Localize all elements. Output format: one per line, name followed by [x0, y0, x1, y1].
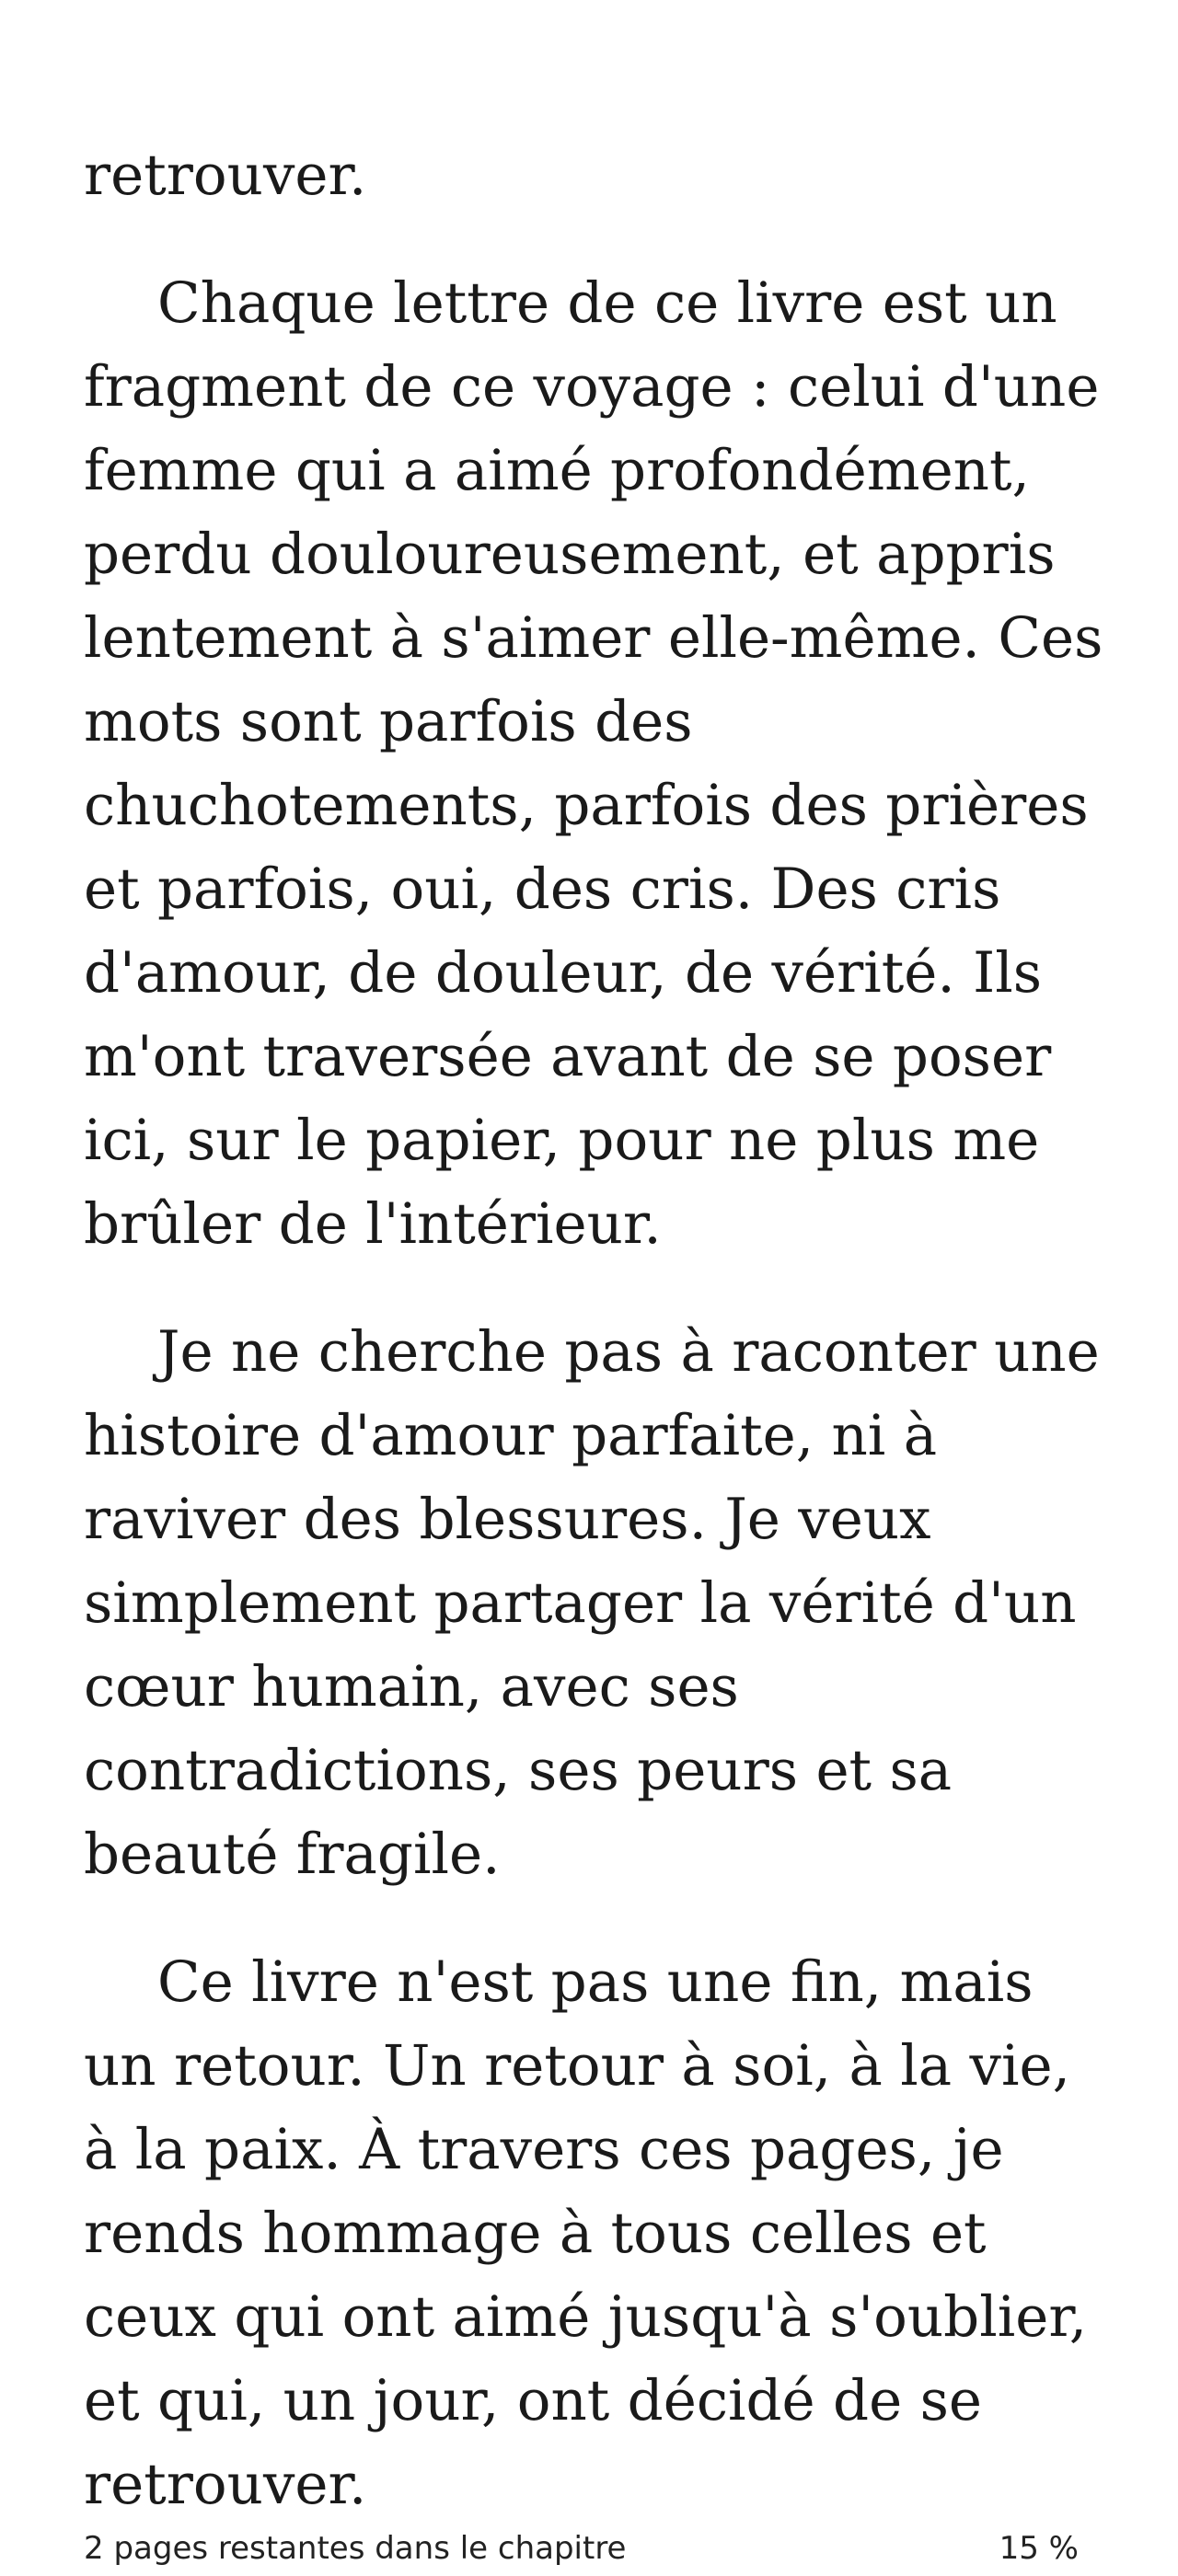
reading-progress-percent: 15 % — [999, 2530, 1079, 2567]
paragraph-continuation: retrouver. — [84, 143, 367, 208]
paragraph: Je ne cherche pas à raconter une histoire d'amour parfaite, ni à raviver des blessures. Je veux simplement partager la vérité d'un cœur humain, avec ses contradictions, ses peurs et sa beauté fragile. — [84, 1319, 1100, 1887]
reader-footer — [84, 2530, 1079, 2567]
paragraph: Ce livre n'est pas une fin, mais un retour. Un retour à soi, à la vie, à la paix. À travers ces pages, je rends hommage à tous celles et ceux qui ont aimé jusqu'à s'oublier, et qui, un jour, ont décidé de se retrouver. — [84, 1949, 1088, 2517]
paragraph: Chaque lettre de ce livre est un fragment de ce voyage : celui d'une femme qui a aimé profondément, perdu douloureusement, et appris lentement à s'aimer elle-même. Ces mots sont parfois des chuchotements, parfois des prières et parfois, oui, des cris. Des cris d'amour, de douleur, de vérité. Ils m'ont traversée avant de se poser ici, sur le papier, pour ne plus me brûler de l'intérieur. — [84, 270, 1103, 1257]
book-text[interactable] — [84, 133, 1105, 2526]
pages-remaining-label: 2 pages restantes dans le chapitre — [84, 2530, 627, 2567]
